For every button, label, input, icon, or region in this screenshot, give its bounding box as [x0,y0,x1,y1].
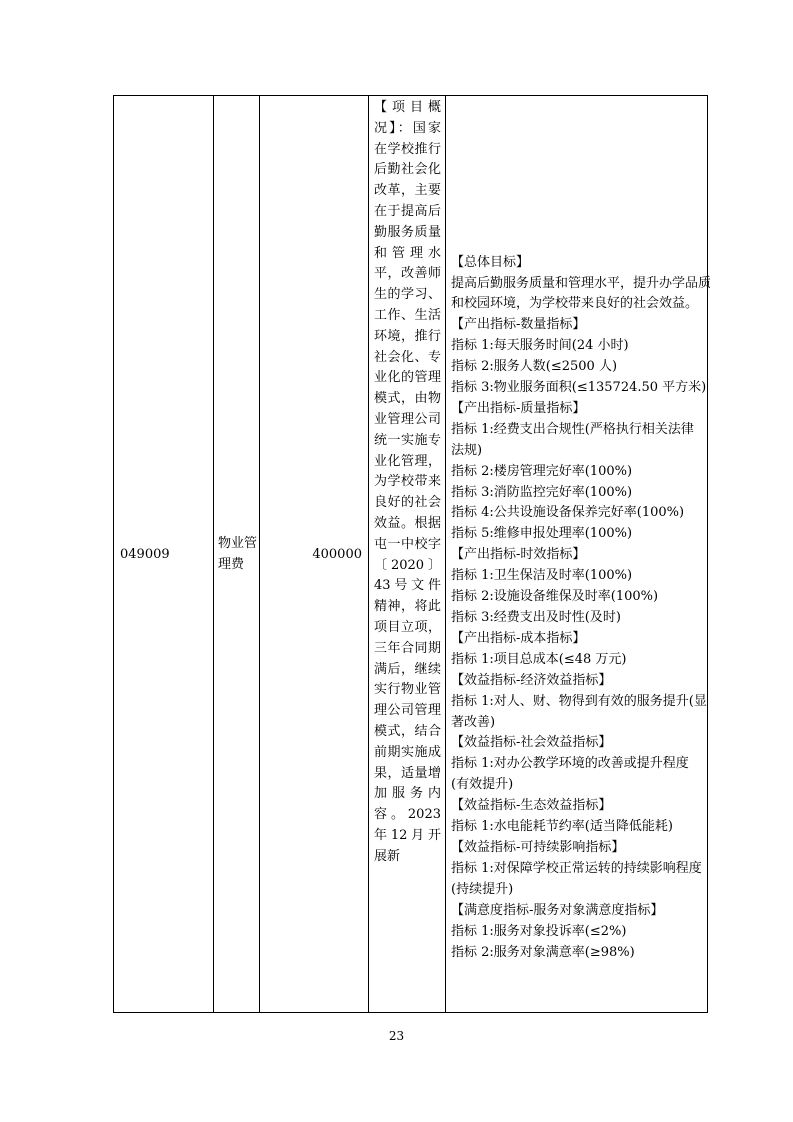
project-code: 049009 [120,546,170,562]
goal-line: (持续提升) [451,881,514,897]
project-table [113,95,712,1013]
goal-line: 【总体目标】 [451,254,530,270]
goal-line: 和校园环境，为学校带来良好的社会效益。 [451,296,699,312]
goal-line: 指标 2:服务对象满意率(≥98%) [451,944,635,960]
project-amount: 400000 [312,546,362,562]
goal-line: 【效益指标-社会效益指标】 [451,735,612,751]
goal-line: 指标 1:水电能耗节约率(适当降低能耗) [451,819,673,835]
goal-line: 【产出指标-质量指标】 [451,400,586,416]
project-code-cell [114,96,214,1013]
goal-line: 【产出指标-数量指标】 [451,317,586,333]
goal-line: 指标 1:卫生保洁及时率(100%) [451,568,633,584]
performance-goals-list [446,145,712,964]
goal-line: 【效益指标-生态效益指标】 [451,798,612,814]
goal-line: 指标 1:服务对象投诉率(≤2%) [451,923,627,939]
goal-line: 指标 3:经费支出及时性(及时) [451,610,621,625]
goal-line: 【满意度指标-服务对象满意度指标】 [451,902,664,918]
goal-line: 指标 1:对人、财、物得到有效的服务提升(显 [451,693,707,709]
goal-line: (有效提升) [451,777,514,793]
goal-line: 指标 2:服务人数(≤2500 人) [451,359,618,375]
goal-line: 指标 1:对保障学校正常运转的持续影响程度 [451,860,702,876]
goal-line: 指标 1:对办公教学环境的改善或提升程度 [451,756,689,772]
project-name-cell [214,96,260,1013]
goal-line: 指标 5:维修申报处理率(100%) [451,526,633,542]
goal-line: 指标 1:经费支出合规性(严格执行相关法律 [451,421,694,437]
goal-line: 指标 1:项目总成本(≤48 万元) [451,651,627,667]
goal-line: 指标 1:每天服务时间(24 小时) [451,338,629,354]
goal-line: 指标 2:楼房管理完好率(100%) [451,463,633,479]
goal-line: 指标 4:公共设施设备保养完好率(100%) [451,505,685,521]
goal-line: 【产出指标-时效指标】 [451,547,586,563]
goal-line: 【产出指标-成本指标】 [451,630,586,646]
project-description-cell [369,96,446,1013]
page-number: 23 [388,1029,405,1043]
goal-line: 指标 3:消防监控完好率(100%) [451,484,633,500]
goal-line: 指标 2:设施设备维保及时率(100%) [451,589,659,605]
goal-line: 提高后勤服务质量和管理水平，提升办学品质 [451,275,712,291]
goal-line: 【效益指标-可持续影响指标】 [451,839,625,855]
goal-line: 指标 3:物业服务面积(≤135724.50 平方米) [451,380,707,396]
project-description: 【项目概况】：国家在学校推行后勤社会化改革，主要在于提高后勤服务质量和管理水平，改善师生的学习、工作、生活环境，推行社会化、专业化的管理模式，由物业管理公司统一实施专业化管理，为学校带来良好的社会效益。根据屯一中校字〔2020〕43号文件精神，将此项目立项，三年合同期满后，继续实行物业管理公司管理模式，结合前期实施成果，适量增加服务内容。2023年12月开展新 [374,100,441,864]
project-amount-cell [260,96,369,1013]
project-name: 物业管理费 [218,536,258,572]
goal-line: 【效益指标-经济效益指标】 [451,672,612,688]
goal-line: 著改善) [451,714,496,730]
performance-goals-cell [446,96,712,1013]
table-row [114,96,708,1013]
goal-line: 法规) [451,442,483,458]
